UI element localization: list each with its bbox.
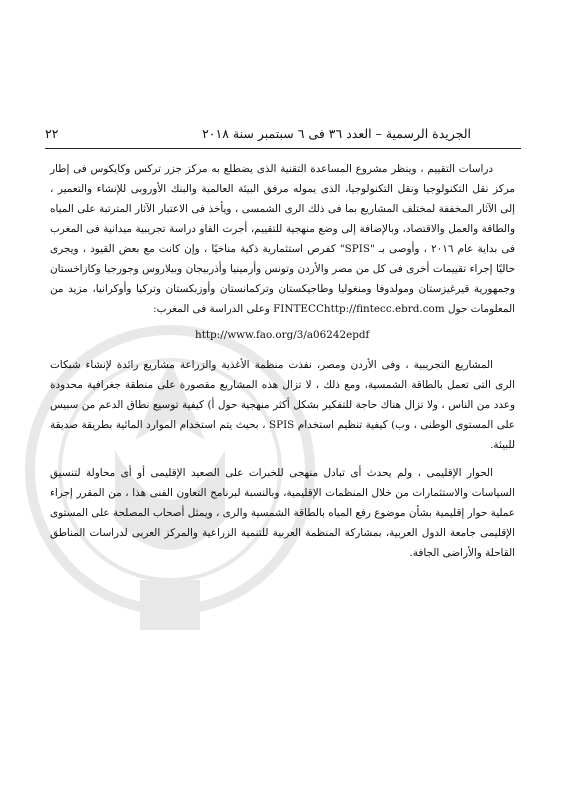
fao-link[interactable]: http://www.fao.org/3/a06242epdf <box>195 329 370 341</box>
paragraph-evaluation-studies: دراسات التقييم ، وينظر مشروع المساعدة التقنية الذى يضطلع به مركز جزر تركس وكايكوس فى إطار مركز نقل التكنولوجيا ونقل التكنولوجيا، الذى يموله مرفق البيئة العالمية والبنك الأوروبى للإنشاء والتعمير ، إلى الآثار المخففة لمختلف المشاريع بما فى ذلك الرى الشمسى ، ويأخذ فى الاعتبار الآثار المترتبة على المياه والطاقة والعمل والاقتصاد، وبالإضافة إلى وضع منهجية للتقييم، أجرت الفاو دراسة تجريبية ميدانية فى المغرب فى بداية عام ٢٠١٦ ، وأوصى بـ "SPIS" كفرص استثمارية ذكية مناخيًا ، وإن كانت مع بعض القيود ، ويجرى حاليًا إجراء تقييمات أخرى فى كل من مصر والأردن وتونس وأرمينيا وأذربيجان وبيلاروس وجورجيا وكازاخستان وجمهورية قيرغيزستان ومولدوفا ومنغوليا وطاجيكستان وتركمانستان وأوزبكستان وتركيا وأوكرانيا، مزيد من المعلومات حول FINTECChttp://fintecc.ebrd.com وعلى الدراسة فى المغرب: <box>50 163 516 315</box>
gazette-title: الجريدة الرسمية – العدد ٣٦ فى ٦ سبتمبر سنة ٢٠١٨ <box>202 126 471 141</box>
document-body <box>50 159 515 571</box>
page-number: ٢٢ <box>45 126 59 141</box>
page-header <box>45 126 521 149</box>
paragraph-regional-dialogue: الحوار الإقليمى ، ولم يحدث أى تبادل منهجى للخبرات على الصعيد الإقليمى أو أى محاولة لتنسيق السياسات والاستثمارات من خلال المنظمات الإقليمية، وبالنسبة لبرنامج التعاون الفنى هذا ، من المقرر إجراء عملية حوار إقليمية بشأن موضوع رفع المياه بالطاقة الشمسية والرى ، ويمثل أصحاب المصلحة على المستوى الإقليمى جامعة الدول العربية، بمشاركة المنظمة العربية للتنمية الزراعية والمركز العربى لدراسات المناطق القاحلة والأراضى الجافة. <box>50 467 515 559</box>
paragraph-pilot-projects: المشاريع التجريبية ، وفى الأردن ومصر، نفذت منظمة الأغذية والزراعة مشاريع رائدة لإنشاء شبكات الرى التى تعمل بالطاقة الشمسية، ومع ذلك ، لا تزال هذه المشاريع مقصورة على منطقة جغرافية محدودة وعدد من الناس ، ولا تزال هناك حاجة للتفكير بشكل أكثر منهجية حول أ) كيفية توسيع نطاق الدعم من سبيس على المستوى الوطنى ، وب) كيفية تنظيم استخدام SPIS ، بحيث يتم استخدام الموارد المائية بطريقة صديقة للبيئة. <box>50 359 515 451</box>
